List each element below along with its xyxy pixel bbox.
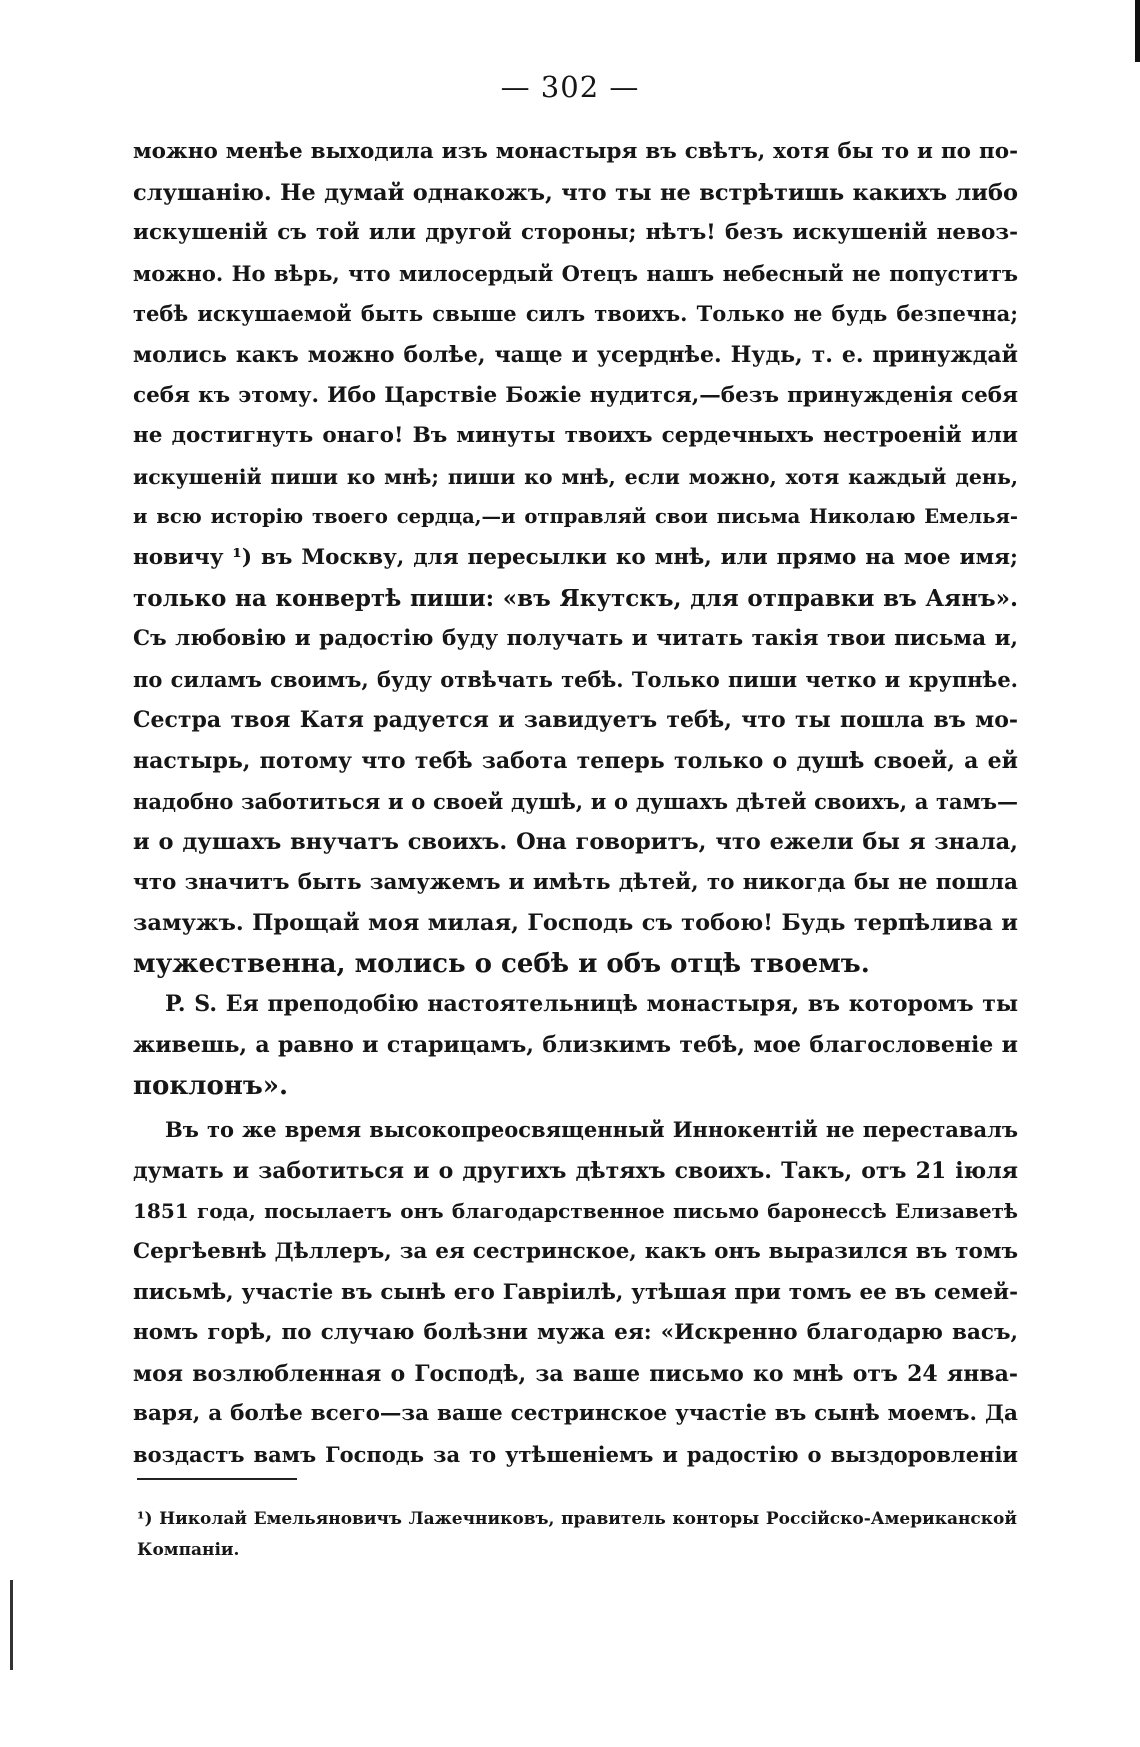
text-line: Сергѣевнѣ Дѣллеръ, за ея сестринское, какъ онъ выразился въ томъ [133, 1239, 1018, 1265]
scan-edge-mark [10, 1580, 13, 1670]
text-line: искушеній пиши ко мнѣ; пиши ко мнѣ, если можно, хотя каждый день, [133, 464, 1018, 489]
page-number: — 302 — [500, 70, 640, 104]
text-line: слушанію. Не думай однакожъ, что ты не встрѣтишь какихъ либо [133, 179, 1018, 206]
text-line: по силамъ своимъ, буду отвѣчать тебѣ. Только пиши четко и крупнѣе. [133, 666, 1018, 692]
text-line: тебѣ искушаемой быть свыше силъ твоихъ. Только не будь безпечна; [133, 301, 1018, 327]
text-line: только на конвертѣ пиши: «въ Якутскъ, для отправки въ Аянъ». [133, 584, 1018, 612]
text-line: воздастъ вамъ Господь за то утѣшеніемъ и радостію о выздоровленіи [133, 1442, 1018, 1467]
text-line: живешь, а равно и старицамъ, близкимъ тебѣ, мое благословеніе и [133, 1032, 1018, 1059]
text-line: можно менѣе выходила изъ монастыря въ свѣтъ, хотя бы то и по по- [133, 139, 1018, 164]
text-line: P. S. Ея преподобію настоятельницѣ монастыря, въ которомъ ты [165, 991, 1018, 1018]
text-line: что значитъ быть замужемъ и имѣть дѣтей, то никогда бы не пошла [133, 869, 1018, 895]
text-line: моя возлюбленная о Господѣ, за ваше письмо ко мнѣ отъ 24 янва- [133, 1360, 1018, 1387]
text-line: настырь, потому что тебѣ забота теперь только о душѣ своей, а ей [133, 747, 1018, 774]
text-line: себя къ этому. Ибо Царствіе Божіе нудится,—безъ принужденія себя [133, 382, 1018, 408]
text-line: Въ то же время высокопреосвященный Иннокентій не переставалъ [165, 1117, 1018, 1143]
footnote-line: ¹) Николай Емельяновичъ Лажечниковъ, правитель конторы Россійско-Американской [137, 1509, 1017, 1529]
text-line: надобно заботиться и о своей душѣ, и о душахъ дѣтей своихъ, а тамъ— [133, 788, 1018, 814]
text-line: искушеній съ той или другой стороны; нѣтъ! безъ искушеній невоз- [133, 220, 1018, 246]
text-line: и о душахъ внучатъ своихъ. Она говоритъ, что ежели бы я знала, [133, 829, 1018, 856]
body-text [133, 132, 1018, 1476]
scan-edge-mark [1135, 0, 1140, 62]
text-line: не достигнуть онаго! Въ минуты твоихъ сердечныхъ нестроеній или [133, 423, 1018, 449]
text-line: думать и заботиться и о другихъ дѣтяхъ своихъ. Такъ, отъ 21 іюля [133, 1157, 1018, 1184]
text-line: номъ горѣ, по случаю болѣзни мужа ея: «Искренно благодарю васъ, [133, 1320, 1018, 1346]
footnote-divider [137, 1478, 297, 1480]
text-line: можно. Но вѣрь, что милосердый Отецъ нашъ небесный не попуститъ [133, 260, 1018, 286]
text-line: молись какъ можно болѣе, чаще и усерднѣе. Нудь, т. е. принуждай [133, 341, 1018, 368]
text-line: Сестра твоя Катя радуется и завидуетъ тебѣ, что ты пошла въ мо- [133, 707, 1018, 734]
text-line: замужъ. Прощай моя милая, Господь съ тобою! Будь терпѣлива и [133, 910, 1018, 937]
text-line: мужественна, молись о себѣ и объ отцѣ твоемъ. [133, 948, 870, 979]
text-line: и всю исторію твоего сердца,—и отправляй свои письма Николаю Емелья- [133, 505, 1018, 529]
text-line: новичу ¹) въ Москву, для пересылки ко мнѣ, или прямо на мое имя; [133, 544, 1018, 570]
footnote-line: Компаніи. [137, 1540, 240, 1560]
text-line: 1851 года, посылаетъ онъ благодарственное письмо баронессѣ Елизаветѣ [133, 1199, 1018, 1224]
text-line: Съ любовію и радостію буду получать и читать такія твои письма и, [133, 626, 1018, 652]
footnote [137, 1504, 1017, 1566]
text-line: письмѣ, участіе въ сынѣ его Гавріилѣ, утѣшая при томъ ее въ семей- [133, 1279, 1018, 1305]
text-line: варя, а болѣе всего—за ваше сестринское участіе въ сынѣ моемъ. Да [133, 1401, 1018, 1427]
text-line: поклонъ». [133, 1070, 289, 1101]
